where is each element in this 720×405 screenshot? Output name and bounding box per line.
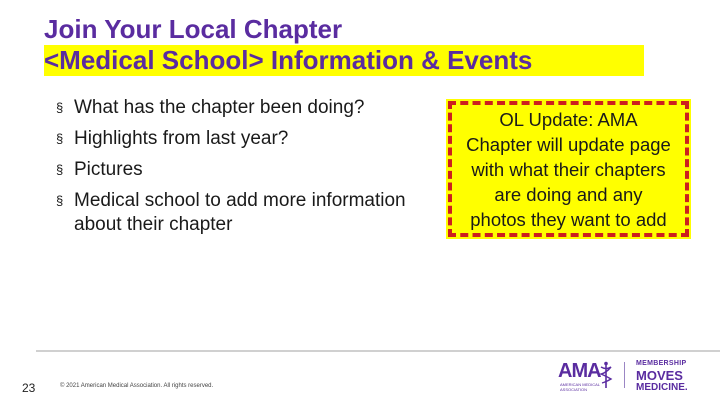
bullet-item — [58, 189, 428, 237]
bullet-marker: § — [56, 162, 64, 177]
bullet-marker: § — [56, 131, 64, 146]
bullet-marker: § — [56, 193, 64, 208]
bullet-item — [58, 96, 428, 120]
bullet-text: Medical school to add more information about their chapter — [74, 190, 406, 235]
logo-divider — [624, 362, 625, 388]
note-text — [466, 107, 671, 232]
logo-line-medicine: MEDICINE. — [636, 382, 688, 393]
note-line: OL Update: AMA — [499, 108, 638, 130]
note-line: are doing and any — [494, 183, 643, 205]
note-line: Chapter will update page — [466, 133, 671, 155]
caduceus-icon — [598, 361, 614, 389]
bullet-item — [58, 158, 428, 182]
title-line-1: Join Your Local Chapter — [44, 14, 343, 44]
ol-update-note — [448, 101, 689, 237]
bullet-text: What has the chapter been doing? — [74, 97, 365, 118]
bullet-text: Pictures — [74, 159, 143, 180]
membership-moves-medicine-logo — [636, 359, 716, 393]
note-line: with what their chapters — [471, 158, 666, 180]
footer-divider — [36, 350, 720, 352]
bullet-text: Highlights from last year? — [74, 128, 289, 149]
bullet-list — [58, 96, 428, 244]
logo-line-membership: MEMBERSHIP — [636, 360, 687, 367]
ama-logo-subtext: AMERICAN MEDICAL ASSOCIATION — [560, 382, 600, 392]
ama-logo-text: AMA — [558, 360, 601, 382]
title-line-2: <Medical School> Information & Events — [44, 45, 644, 76]
logo-line-moves: MOVES — [636, 368, 683, 383]
slide-title — [44, 14, 644, 76]
bullet-item — [58, 127, 428, 151]
ama-logo — [558, 360, 618, 390]
page-number: 23 — [22, 381, 36, 395]
note-line: photos they want to add — [470, 208, 667, 230]
copyright-text: © 2021 American Medical Association. All rights reserved. — [60, 383, 214, 389]
bullet-marker: § — [56, 100, 64, 115]
